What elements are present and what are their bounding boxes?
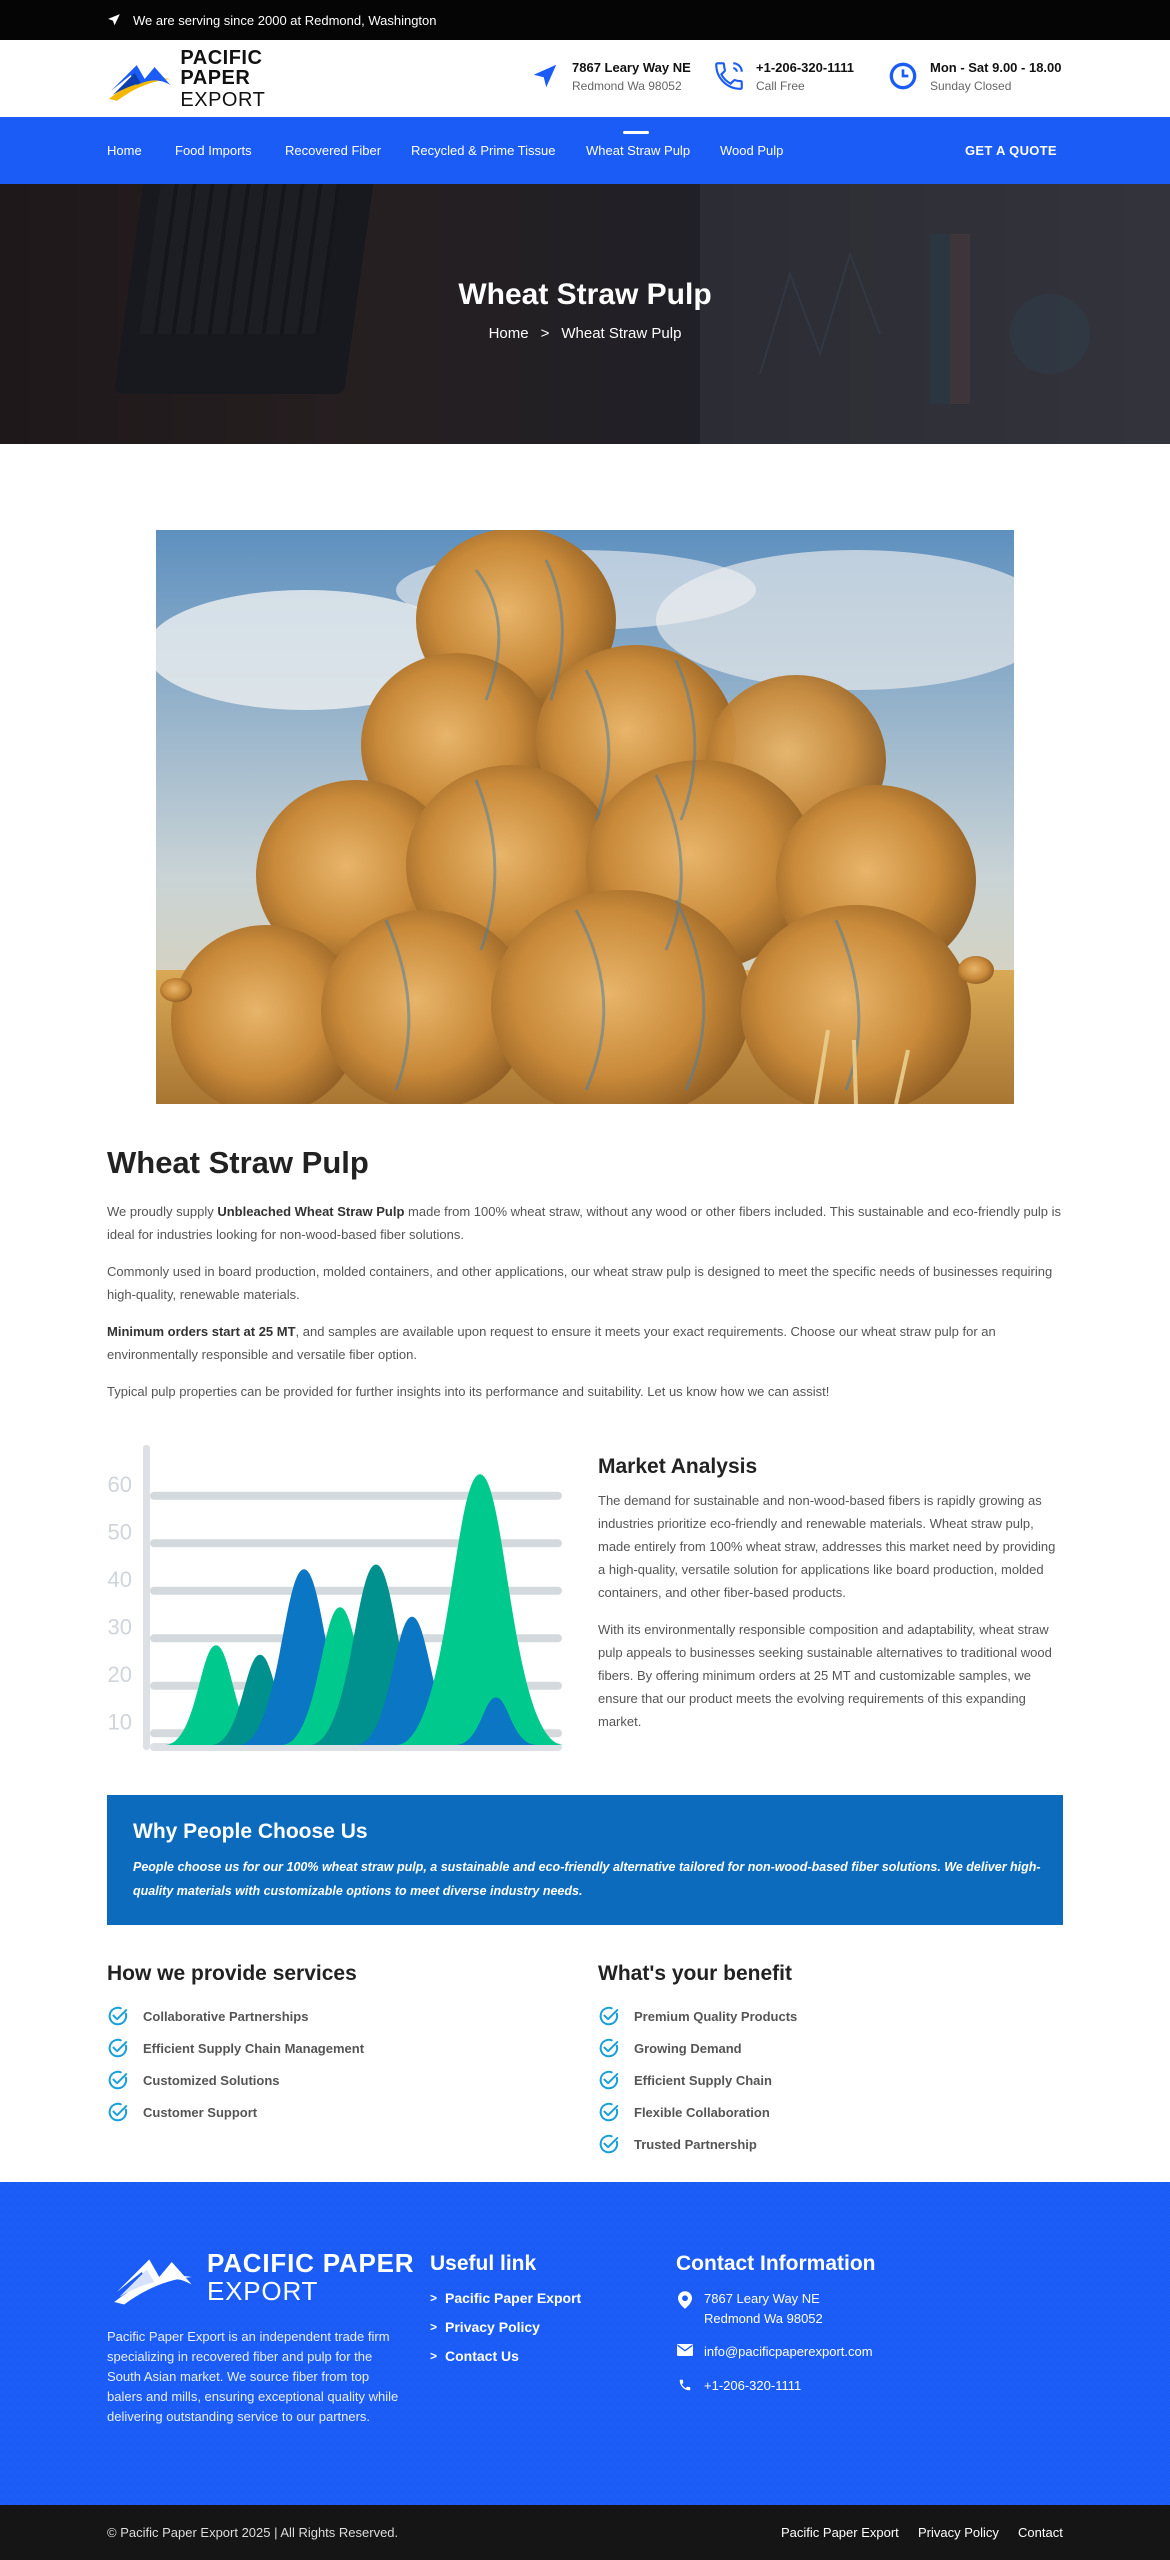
clock-icon bbox=[887, 60, 919, 92]
list-item-label: Flexible Collaboration bbox=[634, 2104, 770, 2120]
benefits-column bbox=[598, 1962, 1058, 2160]
footer-contact-phone[interactable] bbox=[676, 2376, 801, 2396]
footer-logo-mark-icon bbox=[107, 2247, 199, 2307]
logo-mark-icon bbox=[107, 55, 172, 103]
why-choose-us-banner bbox=[107, 1795, 1063, 1925]
navigation-arrow-icon bbox=[530, 61, 560, 91]
article-paragraph-1 bbox=[107, 1200, 1063, 1246]
top-bar-text: We are serving since 2000 at Redmond, Washington bbox=[133, 12, 437, 28]
footer-link-pacific-paper-export[interactable] bbox=[430, 2290, 581, 2306]
footer-link-label: Privacy Policy bbox=[445, 2319, 540, 2335]
envelope-icon bbox=[677, 2344, 693, 2356]
header-phone-sub: Call Free bbox=[756, 79, 805, 93]
header-address bbox=[526, 57, 691, 95]
list-item-label: Customized Solutions bbox=[143, 2072, 280, 2088]
article-p1-text-c: made from 100% wheat straw, without any wood or other fibers included. This sustainable and eco-friendly pulp is ideal for industries looking for non-wood-based fiber solutions. bbox=[107, 1204, 1062, 1242]
breadcrumb-home[interactable]: Home bbox=[488, 325, 529, 342]
bottom-link-pacific-paper-export[interactable]: Pacific Paper Export bbox=[781, 2525, 899, 2540]
chart-gridline bbox=[150, 1492, 562, 1500]
phone-icon bbox=[678, 2378, 692, 2392]
services-title: How we provide services bbox=[107, 1962, 357, 1985]
footer-contact-email[interactable] bbox=[676, 2342, 873, 2362]
header-address-title: 7867 Leary Way NE bbox=[572, 60, 691, 75]
check-circle-icon bbox=[598, 2101, 620, 2123]
bottom-link-contact[interactable]: Contact bbox=[1018, 2525, 1063, 2540]
site-logo[interactable] bbox=[107, 47, 337, 111]
article-title: Wheat Straw Pulp bbox=[107, 1145, 369, 1180]
services-column bbox=[107, 1962, 567, 2128]
list-item-label: Efficient Supply Chain bbox=[634, 2072, 772, 2088]
breadcrumb-current: Wheat Straw Pulp bbox=[561, 325, 682, 342]
footer-link-privacy-policy[interactable] bbox=[430, 2319, 540, 2335]
footer-logo-line-2: EXPORT bbox=[207, 2276, 319, 2306]
footer-address-line-2: Redmond Wa 98052 bbox=[704, 2311, 823, 2326]
market-paragraph-1: The demand for sustainable and non-wood-based fibers is rapidly growing as industries prioritize eco-friendly and renewable materials. Wheat straw pulp, made entirely from 100% wheat straw, addresses this market need by providing a high-quality, versatile solution for applications like board production, molded containers, and other fiber-based products. bbox=[598, 1493, 1056, 1600]
chart-tick-label: 40 bbox=[107, 1566, 132, 1592]
article-paragraph-2: Commonly used in board production, molded containers, and other applications, our wheat straw pulp is designed to meet the specific needs of businesses requiring high-quality, renewable materials. bbox=[107, 1264, 1053, 1302]
top-bar bbox=[0, 0, 1170, 40]
list-item bbox=[107, 2000, 567, 2032]
market-analysis-title: Market Analysis bbox=[598, 1455, 758, 1478]
nav-wheat-straw-pulp[interactable]: Wheat Straw Pulp bbox=[586, 143, 691, 158]
list-item-label: Collaborative Partnerships bbox=[143, 2008, 309, 2024]
chart-tick-label: 60 bbox=[107, 1471, 132, 1497]
logo-line-2: EXPORT bbox=[180, 89, 266, 111]
market-analysis bbox=[598, 1455, 1063, 1733]
list-item bbox=[598, 2128, 1058, 2160]
check-circle-icon bbox=[598, 2069, 620, 2091]
article bbox=[107, 1145, 1063, 1403]
nav-recovered-fiber[interactable]: Recovered Fiber bbox=[285, 143, 382, 158]
check-circle-icon bbox=[107, 2069, 129, 2091]
main-nav bbox=[0, 117, 1170, 184]
hay-bales-illustration bbox=[156, 530, 1014, 1104]
chart-tick-label: 10 bbox=[107, 1709, 132, 1735]
get-a-quote-button[interactable]: GET A QUOTE bbox=[965, 143, 1057, 158]
check-circle-icon bbox=[598, 2133, 620, 2155]
list-item bbox=[598, 2032, 1058, 2064]
header-phone[interactable] bbox=[710, 57, 854, 95]
nav-recycled-prime-tissue[interactable]: Recycled & Prime Tissue bbox=[411, 143, 556, 158]
footer-link-label: Pacific Paper Export bbox=[445, 2290, 582, 2306]
footer-email-text: info@pacificpaperexport.com bbox=[704, 2344, 873, 2359]
bottom-bar bbox=[0, 2505, 1170, 2560]
chart-y-axis bbox=[143, 1445, 150, 1750]
article-p3-text: , and samples are available upon request to ensure it meets your exact requirements. Choose our wheat straw pulp for an environmentally responsible and versatile fiber option. bbox=[107, 1324, 996, 1362]
footer-address-line-1: 7867 Leary Way NE bbox=[704, 2291, 820, 2306]
list-item bbox=[598, 2000, 1058, 2032]
chart-tick-label: 30 bbox=[107, 1614, 132, 1640]
header-address-sub: Redmond Wa 98052 bbox=[572, 79, 682, 93]
header-hours bbox=[884, 57, 1062, 95]
footer-phone-text: +1-206-320-1111 bbox=[704, 2378, 802, 2393]
page-hero bbox=[0, 184, 1170, 444]
hero-title: Wheat Straw Pulp bbox=[458, 278, 712, 311]
list-item-label: Customer Support bbox=[143, 2104, 258, 2120]
breadcrumb bbox=[0, 325, 1170, 342]
footer-link-contact-us[interactable] bbox=[430, 2348, 519, 2364]
footer-contact-address bbox=[676, 2289, 823, 2329]
nav-food-imports[interactable]: Food Imports bbox=[175, 143, 252, 158]
breadcrumb-separator: > bbox=[540, 325, 550, 342]
list-item-label: Growing Demand bbox=[634, 2040, 742, 2056]
phone-icon bbox=[712, 59, 746, 93]
chevron-right-icon: > bbox=[430, 2320, 438, 2334]
list-item bbox=[107, 2032, 567, 2064]
bottom-link-privacy-policy[interactable]: Privacy Policy bbox=[918, 2525, 999, 2540]
article-p1-bold: Unbleached Wheat Straw Pulp bbox=[217, 1204, 405, 1219]
top-bar-message bbox=[107, 0, 437, 40]
market-area-chart bbox=[100, 1440, 570, 1760]
header-phone-title: +1-206-320-1111 bbox=[756, 60, 854, 75]
map-pin-icon bbox=[678, 2291, 692, 2309]
footer-logo[interactable] bbox=[107, 2247, 414, 2307]
copyright: © Pacific Paper Export 2025 | All Rights Reserved. bbox=[107, 2525, 399, 2540]
why-text: People choose us for our 100% wheat straw pulp, a sustainable and eco-friendly alternative tailored for non-wood-based fiber solutions. We deliver high-quality materials with customizable options to meet diverse industry needs. bbox=[133, 1860, 1041, 1898]
logo-line-1: PACIFIC PAPER bbox=[180, 47, 263, 89]
footer-about: Pacific Paper Export is an independent trade firm specializing in recovered fiber and pulp for the South Asian market. We source fiber from top balers and mills, ensuring exceptional quality while delivering outstanding service to our partners. bbox=[107, 2329, 399, 2424]
location-arrow-icon bbox=[107, 13, 121, 27]
list-item bbox=[598, 2064, 1058, 2096]
footer-logo-line-1: PACIFIC PAPER bbox=[207, 2248, 415, 2278]
chart-tick-label: 50 bbox=[107, 1519, 132, 1545]
site-header bbox=[0, 40, 1170, 117]
article-p3-bold: Minimum orders start at 25 MT bbox=[107, 1324, 296, 1339]
footer-link-label: Contact Us bbox=[445, 2348, 519, 2364]
header-hours-title: Mon - Sat 9.00 - 18.00 bbox=[930, 60, 1062, 75]
list-item-label: Trusted Partnership bbox=[634, 2136, 757, 2152]
benefits-title: What's your benefit bbox=[598, 1962, 793, 1985]
check-circle-icon bbox=[598, 2037, 620, 2059]
list-item bbox=[107, 2096, 567, 2128]
check-circle-icon bbox=[107, 2005, 129, 2027]
check-circle-icon bbox=[107, 2037, 129, 2059]
article-paragraph-4: Typical pulp properties can be provided for further insights into its performance and suitability. Let us know how we can assist! bbox=[107, 1384, 830, 1399]
wheat-straw-bales-image bbox=[156, 530, 1014, 1104]
chevron-right-icon: > bbox=[430, 2349, 438, 2363]
why-title: Why People Choose Us bbox=[133, 1820, 368, 1843]
nav-wood-pulp[interactable]: Wood Pulp bbox=[720, 143, 784, 158]
list-item bbox=[107, 2064, 567, 2096]
chart-tick-label: 20 bbox=[107, 1661, 132, 1687]
article-p1-text-a: We proudly supply bbox=[107, 1204, 218, 1219]
nav-home[interactable]: Home bbox=[107, 143, 142, 158]
article-paragraph-3 bbox=[107, 1320, 1063, 1366]
hero-overlay bbox=[0, 184, 1170, 444]
check-circle-icon bbox=[598, 2005, 620, 2027]
chevron-right-icon: > bbox=[430, 2291, 438, 2305]
list-item-label: Premium Quality Products bbox=[634, 2008, 798, 2024]
list-item-label: Efficient Supply Chain Management bbox=[143, 2040, 365, 2056]
list-item bbox=[598, 2096, 1058, 2128]
footer-contact-title: Contact Information bbox=[676, 2252, 876, 2275]
check-circle-icon bbox=[107, 2101, 129, 2123]
footer-useful-title: Useful link bbox=[430, 2252, 537, 2275]
market-paragraph-2: With its environmentally responsible composition and adaptability, wheat straw pulp appeals to businesses seeking sustainable alternatives to traditional wood fibers. By offering minimum orders at 25 MT and customizable samples, we ensure that our product meets the evolving requirements of this expanding market. bbox=[598, 1622, 1052, 1729]
header-hours-sub: Sunday Closed bbox=[930, 79, 1012, 93]
site-footer bbox=[0, 2182, 1170, 2505]
